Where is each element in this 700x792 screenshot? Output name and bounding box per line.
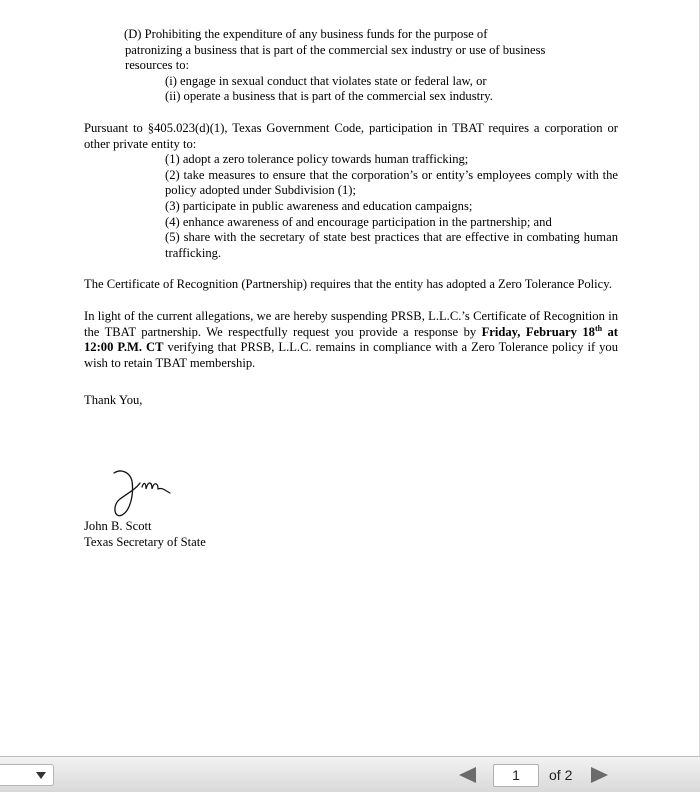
requirement-1: (1) adopt a zero tolerance policy towards human trafficking; — [165, 152, 469, 167]
deadline-day: Friday, February 18 — [481, 324, 595, 339]
requirement-3: (3) participate in public awareness and education campaigns; — [165, 198, 473, 213]
pdf-viewer-toolbar — [0, 756, 700, 792]
sub-item-ii: (ii) operate a business that is part of the commercial sex industry. — [165, 89, 493, 104]
previous-page-icon[interactable] — [459, 767, 476, 783]
letter-body — [84, 27, 618, 409]
closing: Thank You, — [84, 393, 143, 408]
page-count: of 2 — [549, 767, 573, 783]
item-d-line2: patronizing a business that is part of the commercial sex industry or use of business — [125, 42, 546, 57]
page-number-input[interactable]: 1 — [493, 764, 539, 787]
item-d-line3: resources to: — [125, 58, 189, 73]
chevron-down-icon — [36, 772, 46, 779]
pursuant-paragraph: Pursuant to §405.023(d)(1), Texas Government Code, participation in TBAT requires a corporation or other private entity to: — [84, 120, 618, 151]
deadline-time: at 12:00 P.M. CT — [84, 324, 618, 355]
signer-title: Texas Secretary of State — [84, 534, 206, 549]
next-page-icon[interactable] — [591, 767, 608, 783]
signer-name: John B. Scott — [84, 519, 152, 533]
item-d-line1: (D) Prohibiting the expenditure of any business funds for the purpose of — [124, 27, 488, 41]
requirement-2: (2) take measures to ensure that the corporation’s or entity’s employees comply with the policy adopted under Subdivision (1); — [165, 167, 618, 198]
requirement-4: (4) enhance awareness of and encourage participation in the partnership; and — [165, 214, 552, 229]
allegations-text-end: verifying that PRSB, L.L.C. remains in compliance with a Zero Tolerance policy if you wish to retain TBAT membership. — [84, 340, 618, 370]
sub-item-i: (i) engage in sexual conduct that violates state or federal law, or — [165, 73, 487, 88]
allegations-paragraph — [84, 309, 618, 371]
requirement-5: (5) share with the secretary of state best practices that are effective in combating human trafficking. — [165, 230, 618, 260]
zoom-dropdown[interactable] — [0, 764, 54, 786]
certificate-paragraph: The Certificate of Recognition (Partnership) requires that the entity has adopted a Zero Tolerance Policy. — [84, 277, 612, 292]
allegations-text: In light of the current allegations, we are hereby suspending PRSB, L.L.C.’s Certificate of Recognition in the TBAT partnership. We respectfully request you provide a response by — [84, 308, 618, 339]
signature-image — [108, 465, 178, 521]
signature-block — [84, 519, 206, 550]
deadline-suffix: th — [594, 323, 603, 333]
